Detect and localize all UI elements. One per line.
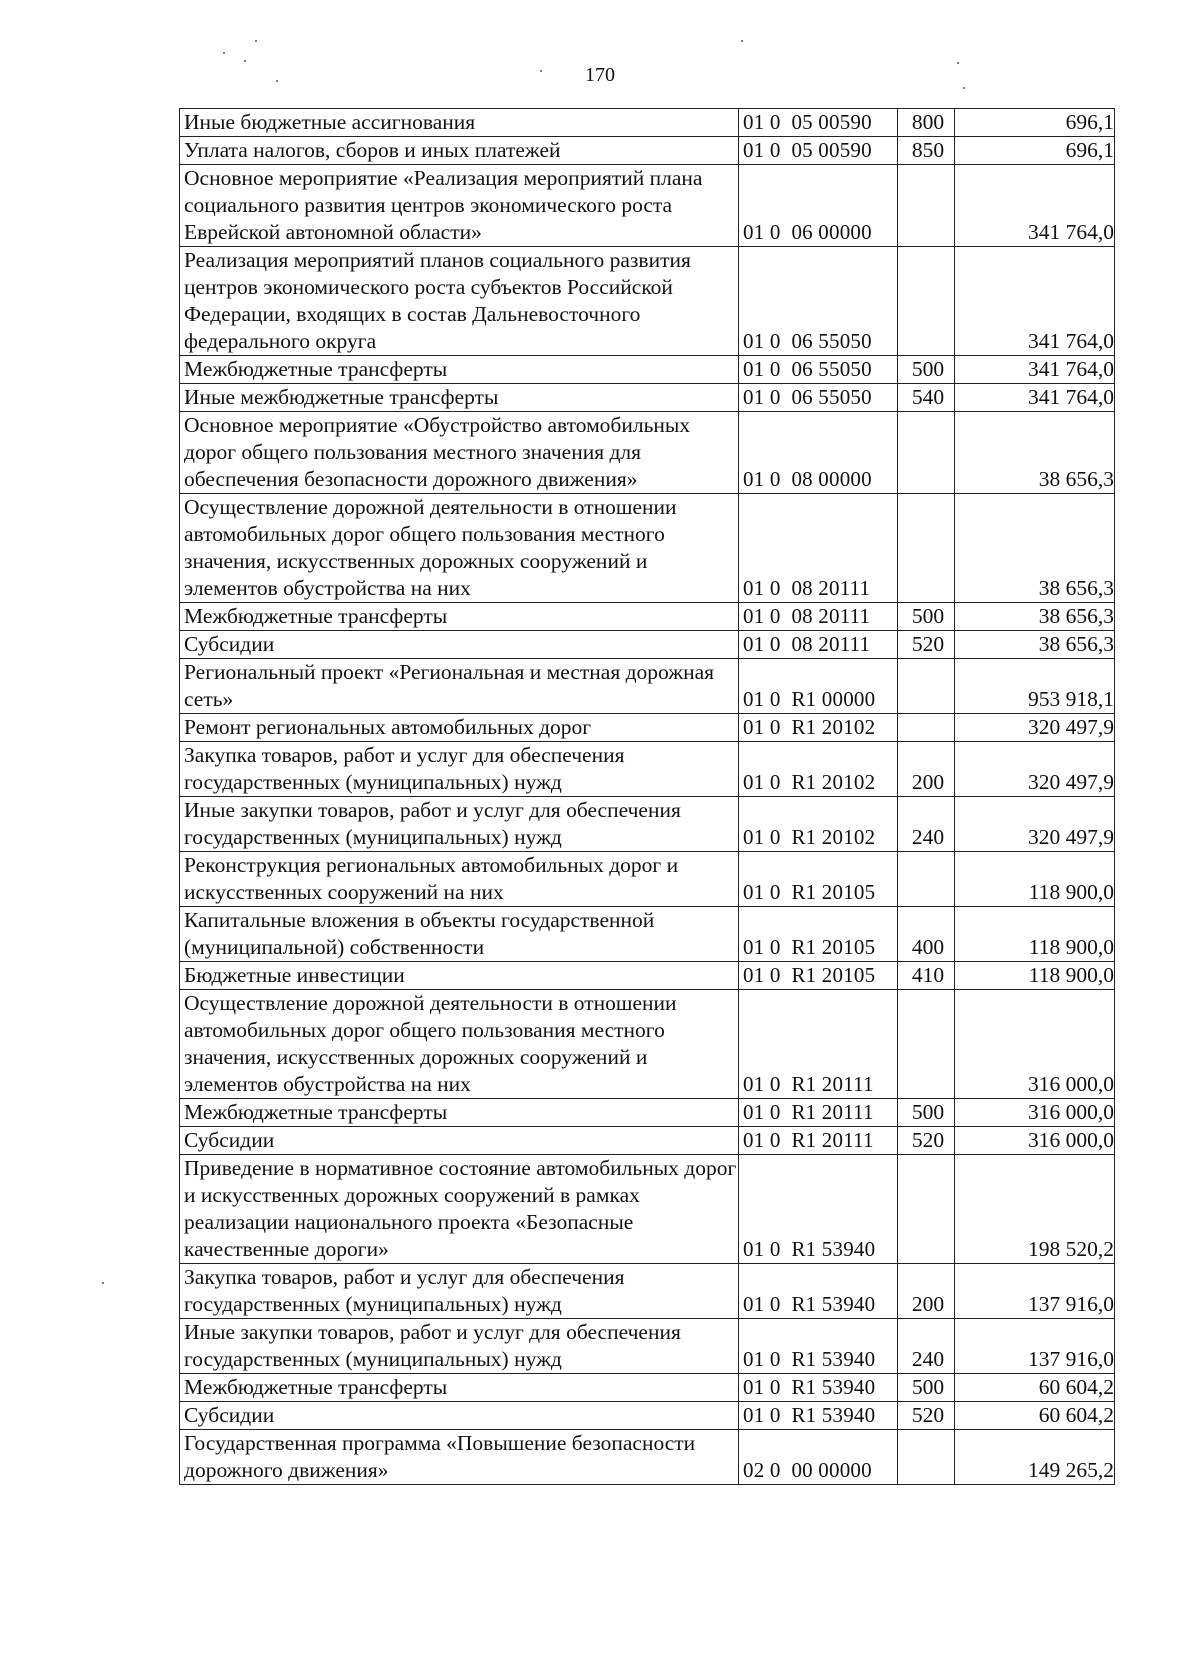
row-expense-type-cell: 500 [898, 1374, 955, 1402]
row-name-cell: Субсидии [180, 1402, 739, 1430]
table-row [180, 990, 1115, 1099]
row-name-cell: Реконструкция региональных автомобильных дорог и искусственных сооружений на них [180, 852, 739, 907]
row-sum-cell: 38 656,3 [955, 412, 1115, 494]
row-expense-type-cell [898, 412, 955, 494]
table-row [180, 1155, 1115, 1264]
scan-speck [244, 60, 246, 62]
row-expense-type-cell [898, 247, 955, 356]
table-row [180, 494, 1115, 603]
table-row [180, 797, 1115, 852]
table-row [180, 165, 1115, 247]
budget-table [179, 108, 1115, 1485]
row-expense-type-cell: 500 [898, 1099, 955, 1127]
row-code-cell: 01 0 R1 53940 [739, 1402, 898, 1430]
row-name-cell: Иные межбюджетные трансферты [180, 384, 739, 412]
row-sum-cell: 341 764,0 [955, 384, 1115, 412]
row-expense-type-cell: 520 [898, 1127, 955, 1155]
row-expense-type-cell: 400 [898, 907, 955, 962]
row-name-cell: Субсидии [180, 1127, 739, 1155]
row-sum-cell: 320 497,9 [955, 714, 1115, 742]
row-sum-cell: 320 497,9 [955, 797, 1115, 852]
row-expense-type-cell [898, 165, 955, 247]
row-expense-type-cell [898, 990, 955, 1099]
row-code-cell: 01 0 06 55050 [739, 356, 898, 384]
row-code-cell: 01 0 R1 20102 [739, 797, 898, 852]
row-expense-type-cell: 200 [898, 1264, 955, 1319]
row-code-cell: 01 0 R1 00000 [739, 659, 898, 714]
row-sum-cell: 38 656,3 [955, 631, 1115, 659]
row-sum-cell: 118 900,0 [955, 907, 1115, 962]
row-sum-cell: 149 265,2 [955, 1430, 1115, 1485]
table-row [180, 356, 1115, 384]
row-expense-type-cell: 520 [898, 631, 955, 659]
row-name-cell: Ремонт региональных автомобильных дорог [180, 714, 739, 742]
row-sum-cell: 953 918,1 [955, 659, 1115, 714]
row-name-cell: Капитальные вложения в объекты государственной (муниципальной) собственности [180, 907, 739, 962]
table-row [180, 714, 1115, 742]
scan-speck [540, 70, 542, 72]
scan-speck [741, 40, 743, 42]
row-code-cell: 01 0 05 00590 [739, 137, 898, 165]
table-row [180, 1127, 1115, 1155]
row-code-cell: 01 0 R1 53940 [739, 1155, 898, 1264]
row-expense-type-cell [898, 852, 955, 907]
table-row [180, 1099, 1115, 1127]
table-row [180, 962, 1115, 990]
table-row [180, 1264, 1115, 1319]
row-sum-cell: 341 764,0 [955, 247, 1115, 356]
row-expense-type-cell [898, 1430, 955, 1485]
table-row [180, 907, 1115, 962]
row-code-cell: 01 0 R1 20111 [739, 1127, 898, 1155]
row-name-cell: Межбюджетные трансферты [180, 1099, 739, 1127]
row-code-cell: 02 0 00 00000 [739, 1430, 898, 1485]
row-expense-type-cell: 800 [898, 109, 955, 137]
row-code-cell: 01 0 06 55050 [739, 247, 898, 356]
row-sum-cell: 38 656,3 [955, 494, 1115, 603]
row-name-cell: Осуществление дорожной деятельности в отношении автомобильных дорог общего пользования местного значения, искусственных дорожных сооружений и элементов обустройства на них [180, 494, 739, 603]
scan-speck [963, 87, 965, 89]
row-name-cell: Основное мероприятие «Обустройство автомобильных дорог общего пользования местного значения для обеспечения безопасности дорожного движения» [180, 412, 739, 494]
row-sum-cell: 118 900,0 [955, 962, 1115, 990]
row-code-cell: 01 0 R1 53940 [739, 1264, 898, 1319]
row-name-cell: Реализация мероприятий планов социального развития центров экономического роста субъектов Российской Федерации, входящих в состав Дальневосточного федерального округа [180, 247, 739, 356]
row-sum-cell: 696,1 [955, 137, 1115, 165]
row-name-cell: Осуществление дорожной деятельности в отношении автомобильных дорог общего пользования местного значения, искусственных дорожных сооружений и элементов обустройства на них [180, 990, 739, 1099]
row-expense-type-cell [898, 1155, 955, 1264]
row-name-cell: Региональный проект «Региональная и местная дорожная сеть» [180, 659, 739, 714]
row-expense-type-cell: 240 [898, 797, 955, 852]
row-code-cell: 01 0 R1 20111 [739, 1099, 898, 1127]
row-code-cell: 01 0 R1 53940 [739, 1374, 898, 1402]
row-code-cell: 01 0 06 55050 [739, 384, 898, 412]
row-expense-type-cell: 500 [898, 603, 955, 631]
row-code-cell: 01 0 08 00000 [739, 412, 898, 494]
scan-speck [957, 62, 959, 64]
row-sum-cell: 137 916,0 [955, 1319, 1115, 1374]
row-expense-type-cell: 540 [898, 384, 955, 412]
table-row [180, 1319, 1115, 1374]
table-row [180, 412, 1115, 494]
row-sum-cell: 341 764,0 [955, 356, 1115, 384]
row-expense-type-cell: 200 [898, 742, 955, 797]
table-row [180, 659, 1115, 714]
row-expense-type-cell: 410 [898, 962, 955, 990]
row-name-cell: Закупка товаров, работ и услуг для обеспечения государственных (муниципальных) нужд [180, 1264, 739, 1319]
row-expense-type-cell: 500 [898, 356, 955, 384]
row-code-cell: 01 0 R1 20111 [739, 990, 898, 1099]
table-row [180, 384, 1115, 412]
table-row [180, 603, 1115, 631]
row-sum-cell: 316 000,0 [955, 1099, 1115, 1127]
budget-table-body [180, 109, 1115, 1485]
row-code-cell: 01 0 R1 20105 [739, 907, 898, 962]
row-sum-cell: 118 900,0 [955, 852, 1115, 907]
row-sum-cell: 316 000,0 [955, 990, 1115, 1099]
row-expense-type-cell [898, 659, 955, 714]
table-row [180, 631, 1115, 659]
row-sum-cell: 696,1 [955, 109, 1115, 137]
row-code-cell: 01 0 R1 53940 [739, 1319, 898, 1374]
row-expense-type-cell: 850 [898, 137, 955, 165]
table-row [180, 1402, 1115, 1430]
row-name-cell: Межбюджетные трансферты [180, 603, 739, 631]
scan-speck [102, 1282, 104, 1284]
row-code-cell: 01 0 05 00590 [739, 109, 898, 137]
table-row [180, 247, 1115, 356]
row-sum-cell: 198 520,2 [955, 1155, 1115, 1264]
row-name-cell: Иные закупки товаров, работ и услуг для обеспечения государственных (муниципальных) нужд [180, 1319, 739, 1374]
row-sum-cell: 60 604,2 [955, 1374, 1115, 1402]
row-name-cell: Межбюджетные трансферты [180, 1374, 739, 1402]
row-name-cell: Иные закупки товаров, работ и услуг для обеспечения государственных (муниципальных) нужд [180, 797, 739, 852]
row-name-cell: Межбюджетные трансферты [180, 356, 739, 384]
row-sum-cell: 137 916,0 [955, 1264, 1115, 1319]
row-name-cell: Приведение в нормативное состояние автомобильных дорог и искусственных дорожных сооружений в рамках реализации национального проекта «Безопасные качественные дороги» [180, 1155, 739, 1264]
row-code-cell: 01 0 08 20111 [739, 494, 898, 603]
row-sum-cell: 320 497,9 [955, 742, 1115, 797]
row-sum-cell: 341 764,0 [955, 165, 1115, 247]
row-code-cell: 01 0 08 20111 [739, 631, 898, 659]
row-code-cell: 01 0 R1 20105 [739, 962, 898, 990]
table-row [180, 137, 1115, 165]
row-sum-cell: 38 656,3 [955, 603, 1115, 631]
scan-speck [223, 52, 225, 54]
row-name-cell: Уплата налогов, сборов и иных платежей [180, 137, 739, 165]
row-code-cell: 01 0 08 20111 [739, 603, 898, 631]
table-row [180, 742, 1115, 797]
row-expense-type-cell [898, 714, 955, 742]
table-row [180, 109, 1115, 137]
row-sum-cell: 316 000,0 [955, 1127, 1115, 1155]
row-code-cell: 01 0 06 00000 [739, 165, 898, 247]
row-name-cell: Государственная программа «Повышение безопасности дорожного движения» [180, 1430, 739, 1485]
table-row [180, 852, 1115, 907]
row-name-cell: Иные бюджетные ассигнования [180, 109, 739, 137]
row-name-cell: Субсидии [180, 631, 739, 659]
row-code-cell: 01 0 R1 20105 [739, 852, 898, 907]
scan-speck [276, 80, 278, 82]
row-expense-type-cell: 520 [898, 1402, 955, 1430]
scan-speck [255, 40, 257, 42]
row-expense-type-cell: 240 [898, 1319, 955, 1374]
row-name-cell: Бюджетные инвестиции [180, 962, 739, 990]
row-code-cell: 01 0 R1 20102 [739, 714, 898, 742]
row-sum-cell: 60 604,2 [955, 1402, 1115, 1430]
row-name-cell: Основное мероприятие «Реализация мероприятий плана социального развития центров экономического роста Еврейской автономной области» [180, 165, 739, 247]
row-expense-type-cell [898, 494, 955, 603]
page-number: 170 [585, 64, 615, 86]
table-row [180, 1430, 1115, 1485]
row-code-cell: 01 0 R1 20102 [739, 742, 898, 797]
row-name-cell: Закупка товаров, работ и услуг для обеспечения государственных (муниципальных) нужд [180, 742, 739, 797]
table-row [180, 1374, 1115, 1402]
